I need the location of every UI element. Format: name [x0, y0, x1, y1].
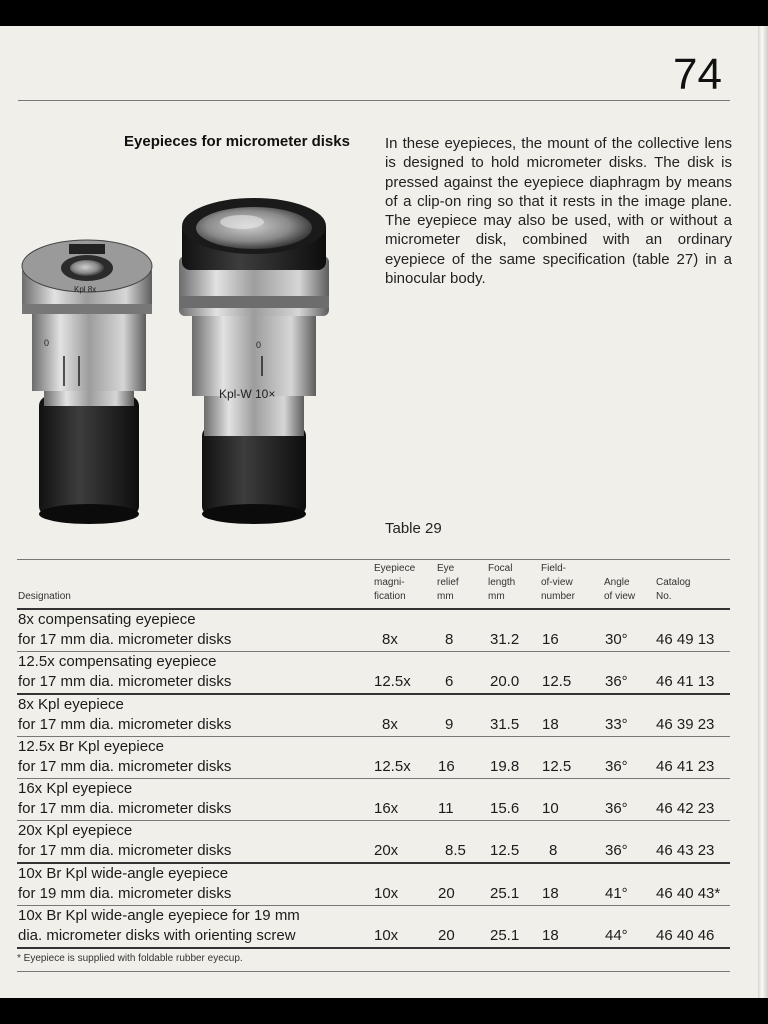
header-catalog: Catalog No. [656, 577, 691, 602]
table-row [17, 779, 730, 821]
page-number: 74 [673, 50, 722, 99]
field-of-view: 18 [542, 716, 559, 733]
catalog-number: 46 42 23 [656, 800, 715, 817]
focal-length: 31.2 [490, 631, 520, 648]
focal-length: 12.5 [490, 842, 520, 859]
table-footnote: * Eyepiece is supplied with foldable rubber eyecup. [17, 949, 730, 972]
svg-text:Kpl 8x: Kpl 8x [74, 285, 97, 294]
magnification: 12.5x [374, 758, 411, 775]
designation-line1: 20x Kpl eyepiece [18, 822, 133, 839]
designation-line1: 10x Br Kpl wide-angle eyepiece [18, 865, 229, 882]
angle-of-view: 44° [605, 927, 628, 944]
svg-text:0: 0 [44, 338, 50, 348]
catalog-number: 46 40 43* [656, 885, 721, 902]
catalog-number: 46 43 23 [656, 842, 715, 859]
magnification: 12.5x [374, 673, 411, 690]
designation-line1: 16x Kpl eyepiece [18, 780, 133, 797]
eye-relief: 20 [438, 927, 455, 944]
designation-line1: 12.5x compensating eyepiece [18, 653, 217, 670]
table-row [17, 610, 730, 652]
field-of-view: 18 [542, 927, 559, 944]
header-magnification: Eyepiece magni- fication [374, 563, 416, 602]
catalog-page [0, 26, 758, 998]
field-of-view: 8 [549, 842, 558, 859]
eye-relief: 16 [438, 758, 455, 775]
table-row [17, 737, 730, 779]
angle-of-view: 36° [605, 800, 628, 817]
field-of-view: 12.5 [542, 758, 572, 775]
designation-line1: 12.5x Br Kpl eyepiece [18, 738, 164, 755]
header-designation: Designation [18, 591, 71, 602]
focal-length: 31.5 [490, 716, 520, 733]
designation-line2: for 17 mm dia. micrometer disks [18, 716, 232, 733]
table-header [17, 559, 730, 610]
designation-line2: dia. micrometer disks with orienting screw [18, 927, 296, 944]
designation-line2: for 17 mm dia. micrometer disks [18, 631, 232, 648]
catalog-number: 46 41 13 [656, 673, 715, 690]
svg-text:Kpl-W 10×: Kpl-W 10× [219, 387, 276, 401]
designation-line1: 8x compensating eyepiece [18, 611, 196, 628]
header-field-of-view: Field- of-view number [541, 563, 575, 602]
table-title: Table 29 [385, 520, 442, 537]
angle-of-view: 30° [605, 631, 628, 648]
magnification: 10x [374, 885, 399, 902]
header-focal-length: Focal length mm [488, 563, 516, 602]
magnification: 8x [382, 716, 398, 733]
focal-length: 25.1 [490, 927, 520, 944]
designation-line2: for 17 mm dia. micrometer disks [18, 673, 232, 690]
eyepieces-photo [14, 196, 344, 526]
designation-line2: for 17 mm dia. micrometer disks [18, 800, 232, 817]
eye-relief: 11 [438, 800, 454, 817]
angle-of-view: 36° [605, 842, 628, 859]
catalog-number: 46 39 23 [656, 716, 715, 733]
field-of-view: 16 [542, 631, 559, 648]
field-of-view: 10 [542, 800, 559, 817]
table-row [17, 906, 730, 949]
intro-paragraph: In these eyepieces, the mount of the collective lens is designed to hold micrometer disks. The disk is pressed against the eyepiece diaphragm by means of a clip-on ring so that it rests in the image plane. The eyepiece may also be used, with or without a micrometer disk, combined with an ordinary eyepiece of the same specification (table 27) in a binocular body. [385, 135, 732, 288]
table-row [17, 652, 730, 695]
specification-table [17, 559, 730, 972]
page-edge [758, 26, 768, 998]
field-of-view: 12.5 [542, 673, 572, 690]
magnification: 16x [374, 800, 399, 817]
eye-relief: 9 [445, 716, 454, 733]
designation-line2: for 19 mm dia. micrometer disks [18, 885, 232, 902]
section-heading: Eyepieces for micrometer disks [124, 133, 350, 150]
field-of-view: 18 [542, 885, 559, 902]
focal-length: 15.6 [490, 800, 520, 817]
eye-relief: 20 [438, 885, 455, 902]
catalog-number: 46 49 13 [656, 631, 715, 648]
right-eyepiece [179, 198, 329, 524]
catalog-number: 46 40 46 [656, 927, 715, 944]
designation-line1: 8x Kpl eyepiece [18, 696, 124, 713]
eye-relief: 8 [445, 631, 454, 648]
angle-of-view: 36° [605, 758, 628, 775]
header-rule [18, 100, 730, 101]
eye-relief: 6 [445, 673, 454, 690]
catalog-number: 46 41 23 [656, 758, 715, 775]
table-row [17, 864, 730, 906]
magnification: 8x [382, 631, 398, 648]
left-eyepiece [22, 240, 152, 524]
header-eye-relief: Eye relief mm [437, 563, 459, 602]
designation-line2: for 17 mm dia. micrometer disks [18, 758, 232, 775]
focal-length: 19.8 [490, 758, 520, 775]
focal-length: 20.0 [490, 673, 520, 690]
angle-of-view: 41° [605, 885, 628, 902]
angle-of-view: 36° [605, 673, 628, 690]
magnification: 20x [374, 842, 399, 859]
designation-line2: for 17 mm dia. micrometer disks [18, 842, 232, 859]
header-angle: Angle of view [604, 577, 636, 602]
focal-length: 25.1 [490, 885, 520, 902]
svg-text:0: 0 [256, 340, 262, 350]
designation-line1: 10x Br Kpl wide-angle eyepiece for 19 mm [18, 907, 300, 924]
table-row [17, 821, 730, 864]
eye-relief: 8.5 [445, 842, 466, 859]
table-row [17, 695, 730, 737]
magnification: 10x [374, 927, 399, 944]
angle-of-view: 33° [605, 716, 628, 733]
